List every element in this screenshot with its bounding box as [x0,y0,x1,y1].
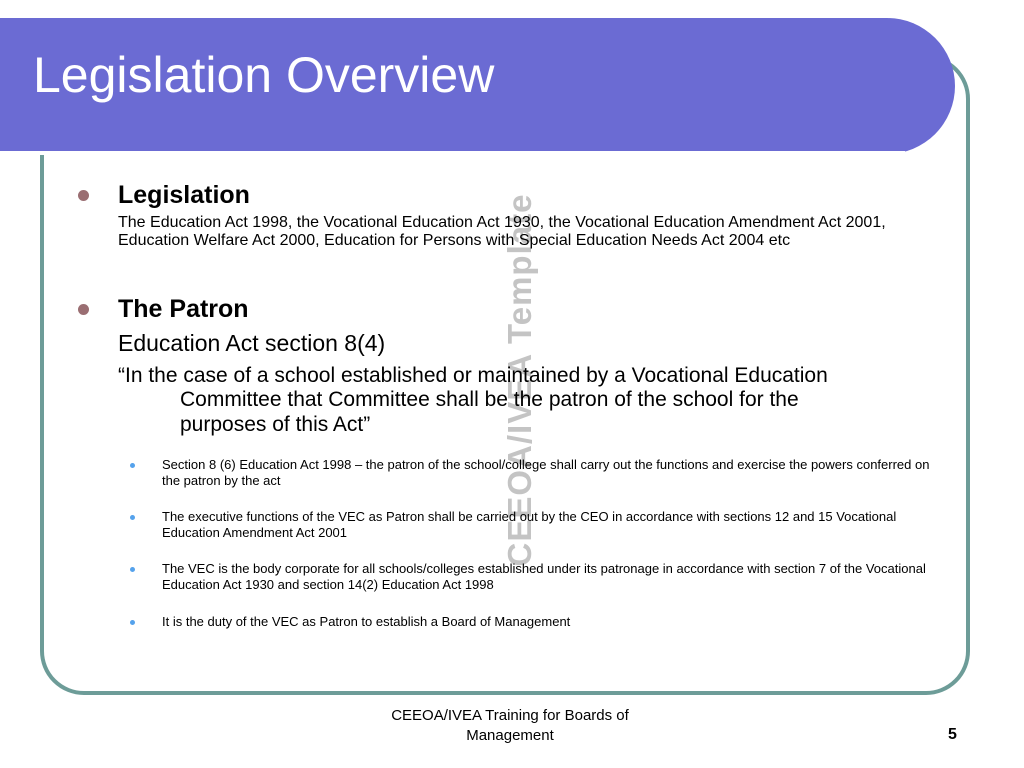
section-quote: “In the case of a school established or maintained by a Vocational Education Committee that Committee shall be the patron of the school for the purposes of this Act” [118,363,828,436]
sub-bullet-list [128,457,943,650]
section-heading: Legislation [118,181,250,209]
bullet-icon [78,304,89,315]
list-item [128,561,943,592]
bullet-dot-icon [130,515,135,520]
section-body: The Education Act 1998, the Vocational Education Act 1930, the Vocational Education Amendment Act 2001, Education Welfare Act 2000, Education for Persons with Special Education Needs Act 2004 etc [118,214,886,250]
footer-text: CEEOA/IVEA Training for Boards of Management [391,707,629,744]
bullet-dot-icon [130,463,135,468]
bullet-dot-icon [130,620,135,625]
list-item [128,457,943,488]
list-item-text: It is the duty of the VEC as Patron to establish a Board of Management [162,613,571,629]
bullet-dot-icon [130,567,135,572]
section-heading: The Patron [118,295,249,323]
list-item-text: The executive functions of the VEC as Patron shall be carried out by the CEO in accordance with sections 12 and 15 Vocational Education Amendment Act 2001 [162,509,897,540]
title-underline [0,151,905,155]
list-item [128,509,943,540]
list-item [128,614,943,630]
bullet-icon [78,190,89,201]
list-item-text: Section 8 (6) Education Act 1998 – the patron of the school/college shall carry out the functions and exercise the powers conferred on the patron by the act [162,457,930,488]
section-legislation [78,180,938,251]
template-watermark: CEEOA/IVEA Template [501,193,538,567]
page-number: 5 [948,726,957,743]
section-subheading: Education Act section 8(4) [118,330,386,356]
list-item-text: The VEC is the body corporate for all schools/colleges established under its patronage in accordance with section 7 of the Vocational Education Act 1930 and section 14(2) Education Act 1998 [162,561,926,592]
section-patron [78,294,938,437]
page-title: Legislation Overview [33,47,495,103]
